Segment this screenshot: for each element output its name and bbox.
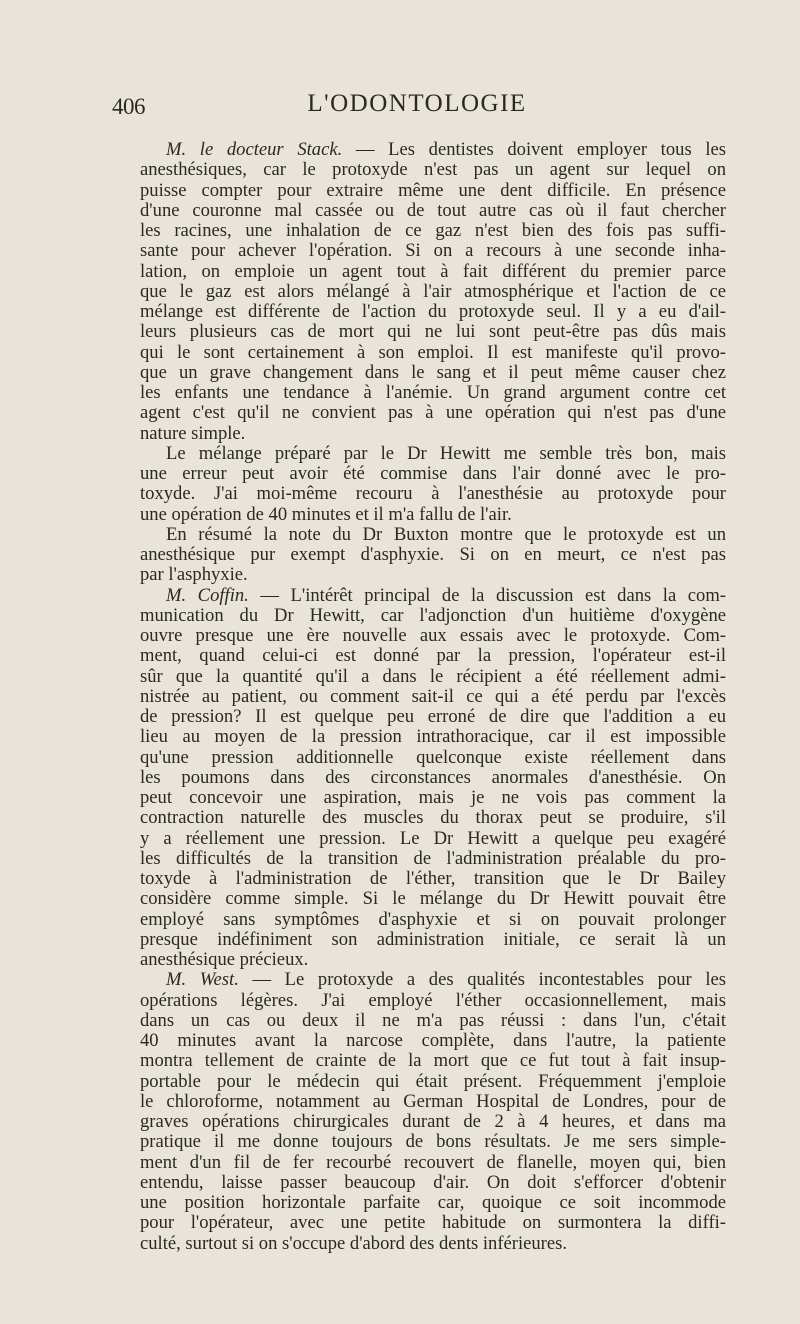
- line-text: lation, on emploie un agent tout à fait différent du premier parce: [140, 260, 726, 282]
- line-text: pratique il me donne toujours de bons résultats. Je me sers simple-: [140, 1131, 726, 1153]
- text-line: [114, 444, 726, 464]
- line-text: Le mélange préparé par le Dr Hewitt me semble très bon, mais: [166, 442, 726, 464]
- line-text: qu'une pression additionnelle quelconque existe réellement dans: [140, 746, 726, 768]
- text-line: [114, 687, 726, 707]
- line-text: anesthésique précieux.: [140, 949, 309, 970]
- page-header: [112, 88, 722, 128]
- line-text: que un grave changement dans le sang et il peut même causer chez: [140, 361, 726, 383]
- line-text: 40 minutes avant la narcose complète, dans l'autre, la patiente: [140, 1030, 726, 1051]
- text-line: [114, 545, 726, 565]
- text-line: [114, 1112, 726, 1132]
- line-text: les difficultés de la transition de l'administration préalable du pro-: [140, 847, 726, 869]
- text-line: [114, 201, 726, 221]
- line-text: de pression? Il est quelque peu erroné de dire que l'addition a eu: [140, 706, 726, 727]
- text-line: [114, 505, 726, 525]
- line-text: une opération de 40 minutes et il m'a fallu de l'air.: [140, 503, 512, 525]
- paragraph: [114, 140, 726, 444]
- line-text: peut concevoir une aspiration, mais je ne vois pas comment la: [140, 787, 726, 808]
- text-line: [114, 221, 726, 241]
- line-text: — Les dentistes doivent employer tous les: [342, 139, 726, 160]
- paragraph: [114, 444, 726, 525]
- line-text: anesthésique pur exempt d'asphyxie. Si on en meurt, ce n'est pas: [140, 544, 726, 565]
- text-line: [114, 808, 726, 828]
- text-line: [114, 302, 726, 322]
- text-line: [114, 829, 726, 849]
- text-line: [114, 140, 726, 160]
- line-text: mélange est différente de l'action du protoxyde seul. Il y a eu d'ail-: [140, 301, 726, 322]
- text-line: [114, 991, 726, 1011]
- text-line: [114, 1193, 726, 1213]
- text-line: [114, 950, 726, 970]
- text-line: [114, 282, 726, 302]
- line-text: une position horizontale parfaite car, quoique ce soit incommode: [140, 1192, 726, 1213]
- line-text: lieu au moyen de la pression intrathoracique, car il est impossible: [140, 726, 726, 748]
- line-text: opérations légères. J'ai employé l'éther occasionnellement, mais: [140, 989, 726, 1011]
- text-line: [114, 160, 726, 180]
- line-text: les poumons dans des circonstances anormales d'anesthésie. On: [140, 766, 726, 788]
- text-line: [114, 241, 726, 261]
- paragraph: [114, 586, 726, 971]
- text-line: [114, 424, 726, 444]
- line-text: contraction naturelle des muscles du thorax peut se produire, s'il: [140, 807, 726, 829]
- line-text: employé sans symptômes d'asphyxie et si on pouvait prolonger: [140, 908, 726, 930]
- text-line: [114, 1234, 726, 1254]
- text-line: [114, 1031, 726, 1051]
- text-line: [114, 1153, 726, 1173]
- line-text: munication du Dr Hewitt, car l'adjonction d'un huitième d'oxygène: [140, 604, 726, 626]
- line-text: toxyde. J'ai moi-même recouru à l'anesthésie au protoxyde pour: [140, 483, 726, 505]
- line-text: qui le sont certainement à son emploi. Il est manifeste qu'il provo-: [140, 341, 726, 363]
- text-line: [114, 363, 726, 383]
- text-line: [114, 606, 726, 626]
- line-text: nature simple.: [140, 422, 246, 444]
- text-line: [114, 646, 726, 666]
- text-line: [114, 626, 726, 646]
- text-line: [114, 1173, 726, 1193]
- line-text: par l'asphyxie.: [140, 564, 248, 586]
- text-line: [114, 970, 726, 990]
- line-text: culté, surtout si on s'occupe d'abord des dents inférieures.: [140, 1232, 568, 1254]
- text-line: [114, 1051, 726, 1071]
- text-line: [114, 849, 726, 869]
- page-number: 406: [112, 94, 145, 119]
- text-line: [114, 464, 726, 484]
- paragraph: [114, 525, 726, 586]
- line-text: — L'intérêt principal de la discussion est dans la com-: [248, 584, 726, 606]
- line-text: nistrée au patient, ou comment sait-il ce qui a été perdu par l'excès: [140, 685, 726, 707]
- text-line: [114, 930, 726, 950]
- text-line: [114, 343, 726, 363]
- text-line: [114, 1072, 726, 1092]
- line-text: presque indéfiniment son administration initiale, ce serait là un: [140, 928, 726, 950]
- text-line: [114, 383, 726, 403]
- text-line: [114, 565, 726, 585]
- speaker-name: M. le docteur Stack.: [166, 139, 343, 160]
- text-line: [114, 707, 726, 727]
- line-text: que le gaz est alors mélangé à l'air atmosphérique et l'action de ce: [140, 280, 726, 302]
- text-line: [114, 667, 726, 687]
- line-text: ment d'un fil de fer recourbé recouvert de flanelle, moyen qui, bien: [140, 1151, 726, 1173]
- line-text: considère comme simple. Si le mélange du Dr Hewitt pouvait être: [140, 888, 726, 910]
- line-text: En résumé la note du Dr Buxton montre que le protoxyde est un: [166, 523, 726, 545]
- line-text: pour l'opérateur, avec une petite habitude on surmontera la diffi-: [140, 1212, 726, 1234]
- line-text: portable pour le médecin qui était présent. Fréquemment j'emploie: [140, 1070, 726, 1092]
- speaker-name: M. Coffin.: [166, 584, 249, 606]
- line-text: le chloroforme, notamment au German Hospital de Londres, pour de: [140, 1090, 726, 1112]
- line-text: graves opérations chirurgicales durant de 2 à 4 heures, et dans ma: [140, 1111, 726, 1132]
- speaker-name: M. West.: [166, 969, 239, 991]
- line-text: montra tellement de crainte de la mort que ce fut tout à fait insup-: [140, 1050, 726, 1072]
- paragraph: [114, 970, 726, 1254]
- text-line: [114, 181, 726, 201]
- line-text: leurs plusieurs cas de mort qui ne lui sont peut-être pas dûs mais: [140, 321, 726, 343]
- line-text: — Le protoxyde a des qualités incontestables pour les: [238, 969, 726, 991]
- text-line: [114, 484, 726, 504]
- text-line: [114, 586, 726, 606]
- line-text: agent c'est qu'il ne convient pas à une opération qui n'est pas d'une: [140, 402, 726, 424]
- line-text: y a réellement une pression. Le Dr Hewitt a quelque peu exagéré: [140, 827, 726, 849]
- line-text: d'une couronne mal cassée ou de tout autre cas où il faut chercher: [140, 199, 726, 221]
- line-text: sante pour achever l'opération. Si on a recours à une seconde inha-: [140, 240, 726, 262]
- text-line: [114, 910, 726, 930]
- line-text: une erreur peut avoir été commise dans l'air donné avec le pro-: [140, 463, 726, 484]
- line-text: les racines, une inhalation de ce gaz n'est bien des fois pas suffi-: [140, 220, 726, 241]
- line-text: anesthésiques, car le protoxyde n'est pas un agent sur lequel on: [140, 159, 726, 181]
- text-line: [114, 768, 726, 788]
- line-text: sûr que la quantité qu'il a dans le récipient a été réellement admi-: [140, 665, 726, 687]
- line-text: puisse compter pour extraire même une dent difficile. En présence: [140, 179, 726, 201]
- text-line: [114, 525, 726, 545]
- line-text: dans un cas ou deux il ne m'a pas réussi : dans l'un, c'était: [140, 1009, 726, 1031]
- running-title: L'ODONTOLOGIE: [307, 90, 527, 117]
- text-line: [114, 1213, 726, 1233]
- text-line: [114, 869, 726, 889]
- text-line: [114, 262, 726, 282]
- text-line: [114, 322, 726, 342]
- line-text: ment, quand celui-ci est donné par la pression, l'opérateur est-il: [140, 645, 726, 667]
- text-line: [114, 1011, 726, 1031]
- line-text: les enfants une tendance à l'anémie. Un grand argument contre cet: [140, 382, 726, 403]
- line-text: ouvre presque une ère nouvelle aux essais avec le protoxyde. Com-: [140, 625, 726, 646]
- text-line: [114, 1092, 726, 1112]
- text-line: [114, 1132, 726, 1152]
- line-text: toxyde à l'administration de l'éther, transition que le Dr Bailey: [140, 868, 726, 889]
- text-line: [114, 889, 726, 909]
- text-line: [114, 788, 726, 808]
- text-line: [114, 748, 726, 768]
- text-line: [114, 403, 726, 423]
- line-text: entendu, laisse passer beaucoup d'air. On doit s'efforcer d'obtenir: [140, 1171, 726, 1193]
- text-line: [114, 727, 726, 747]
- body-text: [114, 140, 726, 1254]
